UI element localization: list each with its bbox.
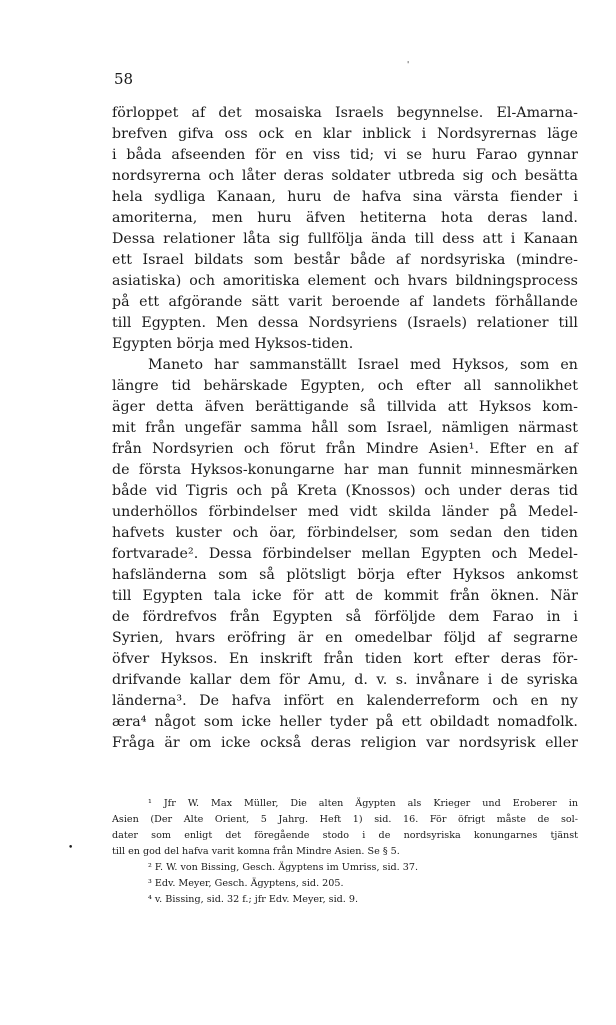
text-line: till Egypten tala icke för att de kommit från öknen. När [112,588,578,604]
text-line: drifvande kallar dem för Amu, d. v. s. invånare i de syriska [112,672,578,688]
body-text [112,103,578,754]
text-line: länderna³. De hafva infört en kalenderreform och en ny [112,693,578,709]
ink-speck: ' [407,60,410,69]
page-number: 58 [114,70,134,88]
text-line: de fördrefvos från Egypten så förföljde dem Farao in i [112,609,578,625]
text-line: hafsländerna som så plötsligt börja efter Hyksos ankomst [112,567,578,583]
text-line: Syrien, hvars eröfring är en omedelbar följd af segrarne [112,630,578,646]
text-line: öfver Hyksos. En inskrift från tiden kort efter deras för- [112,651,578,667]
footnote-line: dater som enligt det föregående stodo i de nordsyriska konungarnes tjänst [112,830,578,841]
text-line: asiatiska) och amoritiska element och hvars bildningsprocess [112,273,578,289]
text-line: underhöllos förbindelser med vidt skilda länder på Medel- [112,504,578,520]
text-line: brefven gifva oss ock en klar inblick i Nordsyrernas läge [112,126,578,142]
text-line: amoriterna, men huru äfven hetiterna hota deras land. [112,210,578,226]
text-line: de första Hyksos-konungarne har man funnit minnesmärken [112,462,578,478]
text-line: från Nordsyrien och förut från Mindre Asien¹. Efter en af [112,441,578,457]
text-line: förloppet af det mosaiska Israels begynnelse. El-Amarna- [112,105,578,121]
footnote-line: Asien (Der Alte Orient, 5 Jahrg. Heft 1) sid. 16. För öfrigt måste de sol- [112,814,578,825]
text-line: längre tid behärskade Egypten, och efter all sannolikhet [112,378,578,394]
text-line: hela sydliga Kanaan, huru de hafva sina värsta fiender i [112,189,578,205]
text-line: Dessa relationer låta sig fullfölja ända till dess att i Kanaan [112,231,578,247]
text-line: på ett afgörande sätt varit beroende af landets förhållande [112,294,578,310]
text-line: Maneto har sammanställt Israel med Hyksos, som en [148,357,578,373]
margin-dot: • [68,843,74,853]
footnote-line: ⁴ v. Bissing, sid. 32 f.; jfr Edv. Meyer, sid. 9. [148,894,359,905]
footnote-line: till en god del hafva varit komna från Mindre Asien. Se § 5. [112,846,400,857]
text-line: Egypten börja med Hyksos-tiden. [112,336,354,352]
footnote-line: ³ Edv. Meyer, Gesch. Ägyptens, sid. 205. [148,878,344,889]
text-line: æra⁴ något som icke heller tyder på ett obildadt nomadfolk. [112,714,578,730]
text-line: Fråga är om icke också deras religion var nordsyrisk eller [112,735,578,751]
footnotes [112,796,578,908]
text-line: både vid Tigris och på Kreta (Knossos) och under deras tid [112,483,578,499]
text-line: fortvarade². Dessa förbindelser mellan Egypten och Medel- [112,546,578,562]
text-line: hafvets kuster och öar, förbindelser, som sedan den tiden [112,525,578,541]
text-line: ett Israel bildats som består både af nordsyriska (mindre- [112,252,578,268]
footnote-line: ² F. W. von Bissing, Gesch. Ägyptens im Umriss, sid. 37. [148,862,419,873]
text-line: mit från ungefär samma håll som Israel, nämligen närmast [112,420,578,436]
text-line: äger detta äfven berättigande så tillvida att Hyksos kom- [112,399,578,415]
text-line: till Egypten. Men dessa Nordsyriens (Israels) relationer till [112,315,578,331]
text-line: i båda afseenden för en viss tid; vi se huru Farao gynnar [112,147,578,163]
text-line: nordsyrerna och låter deras soldater utbreda sig och besätta [112,168,578,184]
footnote-line: ¹ Jfr W. Max Müller, Die alten Ägypten als Krieger und Eroberer in [148,798,578,809]
